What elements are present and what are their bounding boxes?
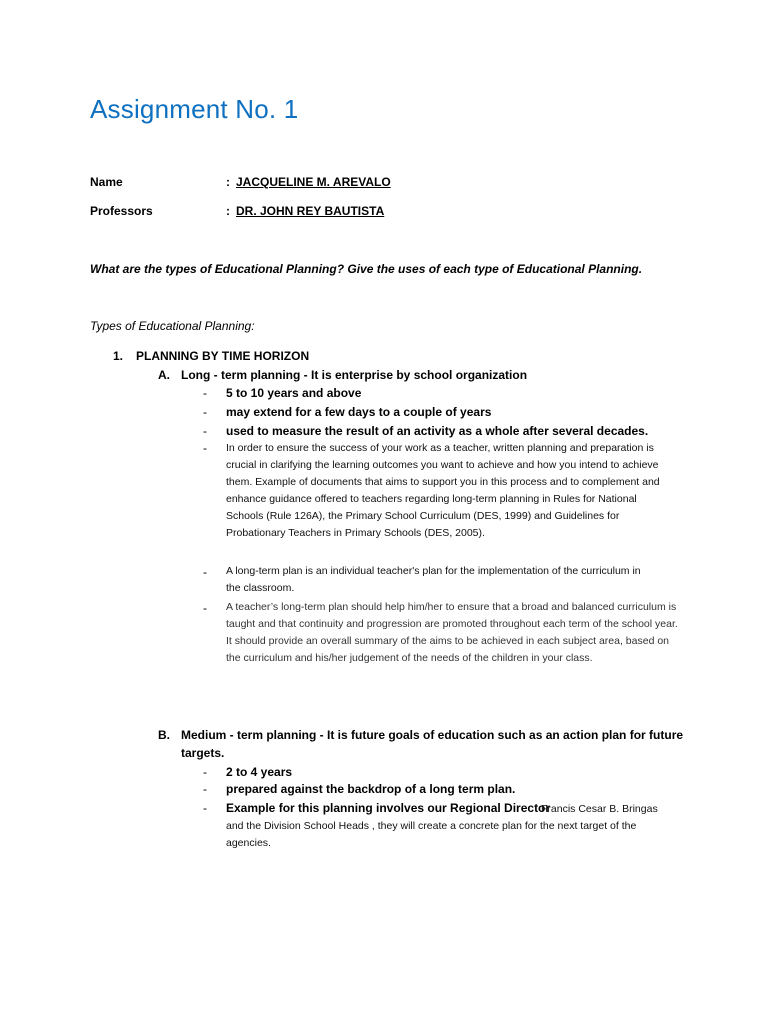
question-text: What are the types of Educational Planning? Give the uses of each type of Educational Planning. (90, 262, 643, 276)
professor-label: Professors (90, 204, 153, 218)
item-a-bullet-4: In order to ensure the success of your work as a teacher, written planning and preparation is crucial in clarifying the learning outcomes you want to achieve and how you intend to achieve them. Example of documents that aims to support you in this process and to complement and enhance guidance offered to teachers regarding long-term planning in Rules for National Schools (Rule 126A), the Primary School Curriculum (DES, 1999) and Guidelines for Probationary Teachers in Primary Schools (DES, 2005). (226, 442, 660, 539)
bullet-3-name-text: Francis Cesar B. Bringas (541, 803, 658, 815)
types-heading: Types of Educational Planning: (90, 319, 255, 333)
item-a-bullet-3: used to measure the result of an activity as a whole after several decades. (226, 424, 649, 438)
page-title: Assignment No. 1 (90, 94, 299, 124)
item-b-bullet-2: prepared against the backdrop of a long term plan. (226, 782, 516, 796)
bullet-dash: - (203, 801, 207, 815)
name-value: JACQUELINE M. AREVALO (236, 175, 391, 189)
item-a-bullet-2: may extend for a few days to a couple of years (226, 405, 492, 419)
bullet-dash: - (203, 782, 207, 796)
item-a-bullet-5: A long-term plan is an individual teacher's plan for the implementation of the curriculum in the classroom. (226, 565, 641, 594)
bullet-dash: - (203, 565, 207, 579)
item-b-bullet-1: 2 to 4 years (226, 765, 293, 779)
item-a-letter: A. (158, 368, 170, 382)
item-b-heading-line1: Medium - term planning - It is future goals of education such as an action plan for future (181, 728, 684, 742)
bullet-dash: - (203, 405, 207, 419)
item-b-bullet-3-name (541, 801, 681, 818)
bullet-dash: - (203, 601, 207, 615)
item-a-bullet-1: 5 to 10 years and above (226, 386, 362, 400)
item-b-bullet-3: Example for this planning involves our Regional Director (226, 801, 551, 815)
section-title: PLANNING BY TIME HORIZON (136, 349, 310, 363)
bullet-dash: - (203, 765, 207, 779)
item-a-heading: Long - term planning - It is enterprise by school organization (181, 368, 528, 382)
bullet-3-rest-text: and the Division School Heads , they will create a concrete plan for the next target of the agencies. (226, 820, 637, 849)
section-number: 1. (113, 349, 124, 363)
item-b-letter: B. (158, 728, 170, 742)
name-label: Name (90, 175, 123, 189)
bullet-dash: - (203, 386, 207, 400)
professor-value: DR. JOHN REY BAUTISTA (236, 204, 385, 218)
bullet-dash: - (203, 424, 207, 438)
item-b-heading-line2: targets. (181, 746, 225, 760)
professor-colon: : (226, 204, 230, 218)
bullet-dash: - (203, 441, 207, 455)
name-colon: : (226, 175, 230, 189)
item-a-bullet-6: A teacher’s long-term plan should help him/her to ensure that a broad and balanced curriculum is taught and that continuity and progression are promoted throughout each term of the school year. It should provide an overall summary of the aims to be achieved in each subject area, based on the curriculum and his/her judgement of the needs of the children in your class. (226, 601, 678, 664)
item-b-bullet-3-rest (226, 818, 682, 852)
